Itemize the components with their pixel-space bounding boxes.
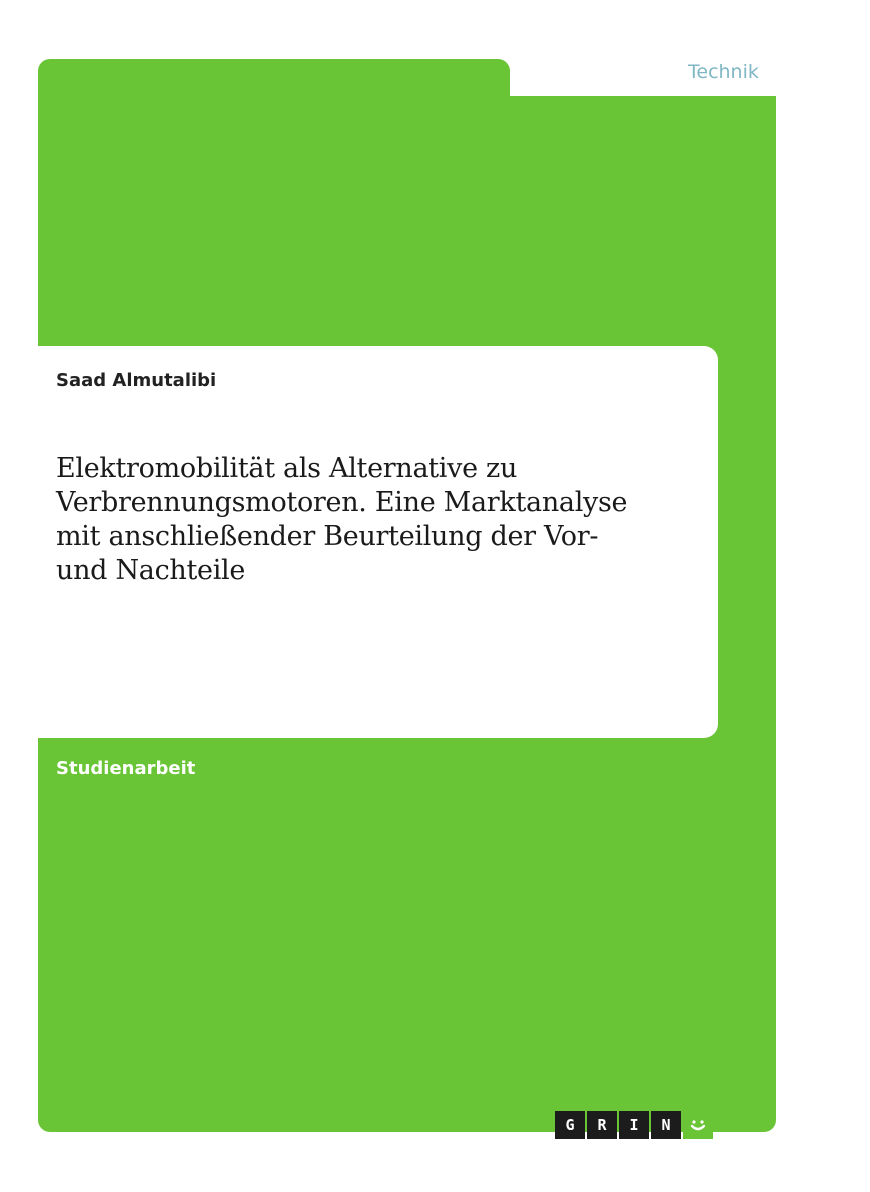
title-line: Elektromobilität als Alternative zu [56, 453, 518, 484]
document-type: Studienarbeit [56, 758, 196, 779]
logo-letter: R [587, 1111, 617, 1139]
author-name: Saad Almutalibi [56, 370, 217, 391]
logo-letter: G [555, 1111, 585, 1139]
book-title [56, 452, 716, 588]
title-line: Verbrennungsmotoren. Eine Marktanalyse [56, 487, 628, 518]
publisher-logo [555, 1111, 713, 1139]
logo-letter: N [651, 1111, 681, 1139]
title-line: und Nachteile [56, 555, 246, 586]
title-line: mit anschließender Beurteilung der Vor- [56, 521, 599, 552]
category-label: Technik [688, 61, 759, 83]
logo-letter: I [619, 1111, 649, 1139]
smile-icon [683, 1111, 713, 1139]
